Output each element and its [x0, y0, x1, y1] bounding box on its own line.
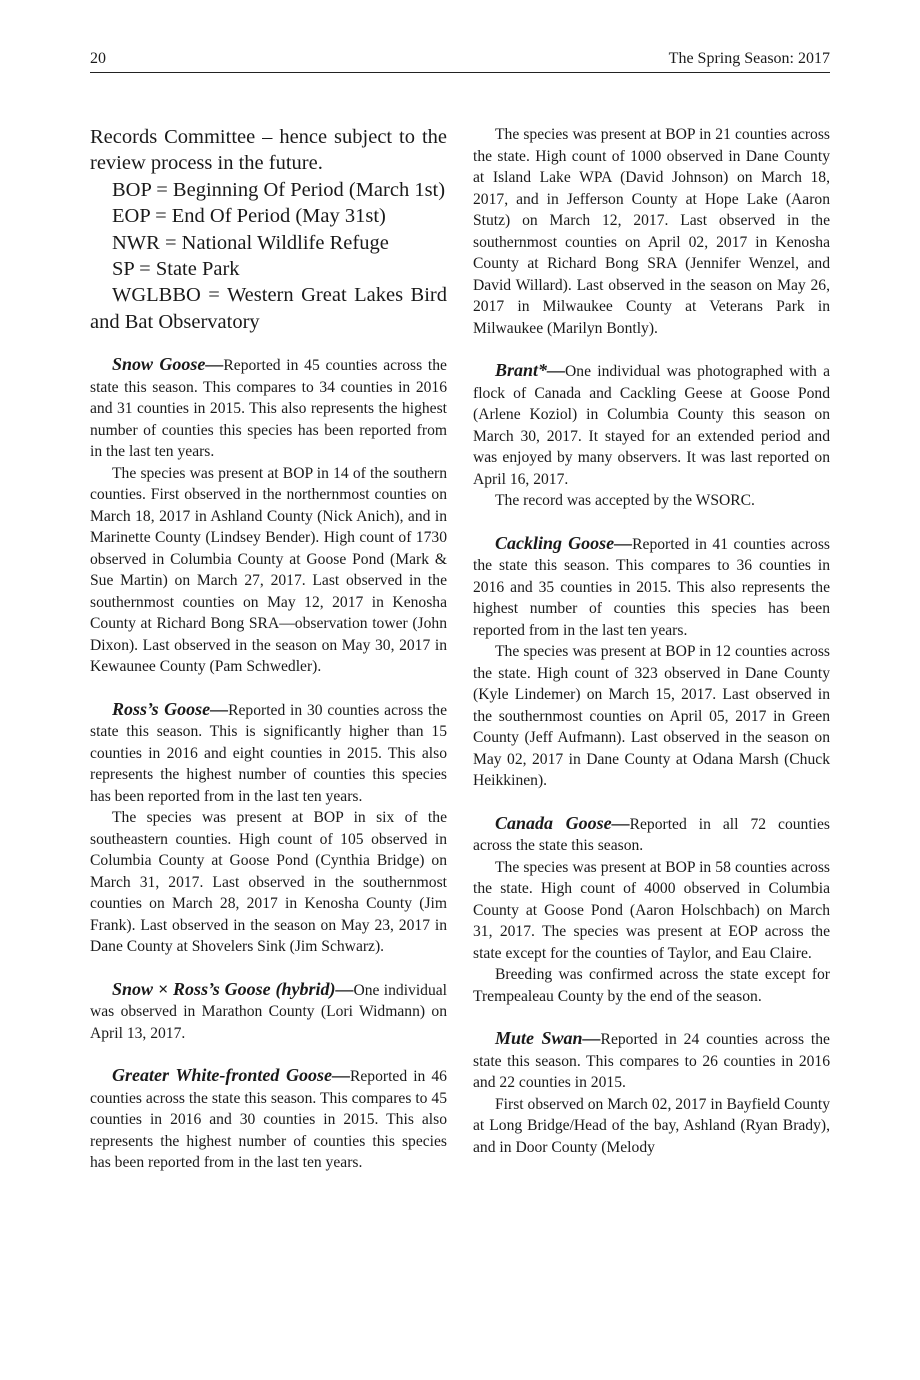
running-title: The Spring Season: 2017 — [668, 50, 830, 67]
page-header — [90, 48, 830, 73]
species-paragraph: Breeding was confirmed across the state except for Trempealeau County by the end of the season. — [473, 966, 830, 1005]
abbr-sp: SP = State Park — [112, 258, 240, 281]
species-name: Mute Swan — [495, 1028, 583, 1048]
species-ross-goose — [90, 699, 447, 958]
species-name: Snow Goose — [112, 354, 206, 375]
species-paragraph: The species was present at BOP in six of the southeastern counties. High count of 105 observed in Columbia County at Goose Pond (Cynthia Bridge) on March 31, 2017. Last observed in the southernmost counties on March 28, 2017 in Kenosha County (Jim Frank). Last observed in the season on May 23, 2017 in Dane County at Shovelers Sink (Jim Schwarz). — [90, 809, 447, 956]
species-name: Canada Goose — [495, 812, 612, 833]
species-paragraph: Mute Swan—Reported in 24 counties across the state this season. This compares to 26 counties in 2016 and 22 counties in 2015. — [473, 1028, 830, 1091]
species-paragraph: Cackling Goose—Reported in 41 counties across the state this season. This compares to 36 counties in 2016 and 35 counties in 2015. This also represents the highest number of counties this species has been reported from in the last ten years. — [473, 532, 830, 639]
page-number: 20 — [90, 50, 106, 67]
abbreviations-block — [90, 124, 447, 335]
species-paragraph: Canada Goose—Reported in all 72 counties across the state this season. — [473, 812, 831, 854]
species-name: Greater White-fronted Goose — [112, 1065, 332, 1086]
species-paragraph: Ross’s Goose—Reported in 30 counties across the state this season. This is significantly higher than 15 counties in 2016 and eight counties in 2015. This also represents the highest number of counties this species has been reported from in the last ten years. — [90, 698, 447, 805]
abbr-bop: BOP = Beginning Of Period (March 1st) — [112, 178, 446, 201]
left-column — [90, 124, 447, 1174]
species-paragraph: The species was present at BOP in 58 counties across the state. High count of 4000 observed in Columbia County at Goose Pond (Aaron Holschbach) on March 31, 2017. The species was present at EOP across the state except for the counties of Taylor, and Eau Claire. — [473, 858, 830, 962]
species-cackling-goose — [473, 533, 830, 792]
species-paragraph: The species was present at BOP in 12 counties across the state. High count of 323 observed in Dane County (Kyle Lindemer) on March 15, 2017. Last observed in the southernmost counties on April 05, 2017 in Green County (Jeff Aufmann). Last observed in the season on May 02, 2017 in Dane County at Odana Marsh (Chuck Heikkinen). — [473, 643, 830, 789]
species-paragraph: First observed on March 02, 2017 in Bayfield County at Long Bridge/Head of the bay, Ashland (Ryan Brady), and in Door County (Melody — [473, 1095, 830, 1156]
right-column — [473, 124, 830, 1158]
species-brant — [473, 360, 830, 512]
species-paragraph: Snow Goose—Reported in 45 counties across the state this season. This compares to 34 counties in 2016 and 31 counties in 2015. This also represents the highest number of counties this species has been reported from in the last ten years. — [90, 354, 447, 461]
abbr-wglbbo: WGLBBO = Western Great Lakes Bird and Bat Observatory — [90, 284, 447, 333]
species-paragraph: The record was accepted by the WSORC. — [495, 492, 755, 509]
species-greater-white-fronted-goose — [90, 1065, 447, 1174]
species-paragraph: Snow × Ross’s Goose (hybrid)—One individual was observed in Marathon County (Lori Widmann) on April 13, 2017. — [90, 978, 447, 1042]
species-paragraph: The species was present at BOP in 21 counties across the state. High count of 1000 observed in Dane County at Island Lake WPA (David Johnson) on March 18, 2017, and in Jefferson County at Hope Lake (Aaron Stutz) on March 12, 2017. Last observed in the southernmost counties on April 02, 2017 in Kenosha County at Richard Bong SRA (Jennifer Wenzel, and David Willard). Last observed in the season on May 26, 2017 in Milwaukee County at Veterans Park in Milwaukee (Marilyn Bontly). — [473, 126, 830, 337]
species-mute-swan — [473, 1028, 830, 1158]
species-paragraph: The species was present at BOP in 14 of the southern counties. First observed in the northernmost counties on March 18, 2017 in Ashland County (Nick Anich), and in Marinette County (Lindsey Bender). High count of 1730 observed in Columbia County at Goose Pond (Mark & Sue Martin) on March 27, 2017. Last observed in the southernmost counties on May 12, 2017 in Kenosha County at Richard Bong SRA—observation tower (John Dixon). Last observed in the season on May 30, 2017 in Kewaunee County (Pam Schwedler). — [90, 464, 447, 676]
species-snow-goose — [90, 354, 447, 678]
species-name: Brant* — [495, 360, 548, 380]
abbr-eop: EOP = End Of Period (May 31st) — [112, 205, 386, 228]
species-paragraph: Greater White-fronted Goose—Reported in 46 counties across the state this season. This compares to 45 counties in 2016 and 30 counties in 2015. This also represents the highest number of counties this species has been reported from in the last ten years. — [90, 1065, 447, 1172]
species-name: Cackling Goose — [495, 532, 615, 553]
abbr-nwr: NWR = National Wildlife Refuge — [112, 231, 389, 254]
intro-continuation: Records Committee – hence subject to the review process in the future. — [90, 126, 447, 175]
species-canada-goose — [473, 813, 830, 1008]
species-name: Ross’s Goose — [112, 698, 211, 719]
species-snow-ross-hybrid — [90, 979, 447, 1045]
species-name: Snow × Ross’s Goose (hybrid) — [112, 978, 336, 999]
species-paragraph: Brant*—One individual was photographed with a flock of Canada and Cackling Geese at Goose Pond (Arlene Koziol) in Columbia County this season on March 30, 2017. It stayed for an extended period and was enjoyed by many observers. It was last reported on April 16, 2017. — [473, 360, 830, 488]
species-greater-white-fronted-goose-cont — [473, 124, 830, 339]
